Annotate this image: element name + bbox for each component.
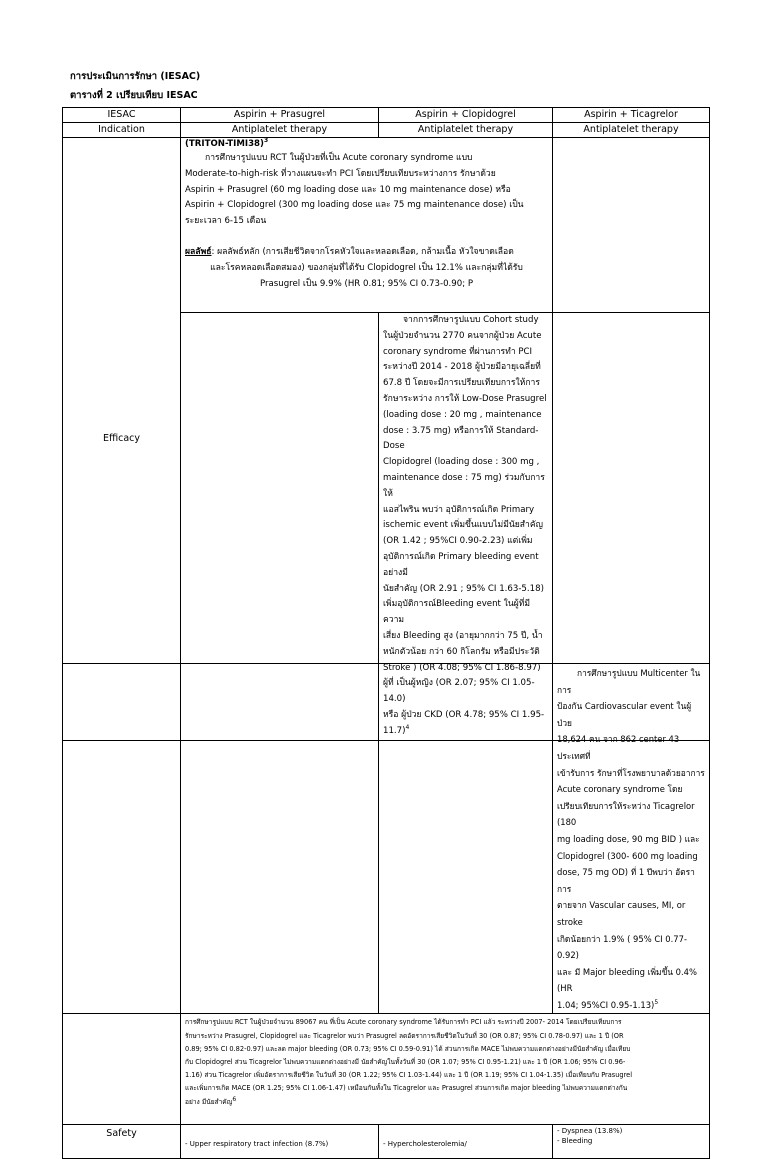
- safety-ticagrelor-cell: [553, 1125, 710, 1159]
- cohort-line: 67.8 ปี โดยจะมีการเปรียบเทียบการให้การรักษาระหว่าง การให้ Low-Dose Prasugrel: [383, 378, 547, 404]
- indication-clopidogrel: Antiplatelet therapy: [379, 123, 553, 138]
- plato-line: ตายจาก Vascular causes, MI, or stroke: [557, 900, 686, 927]
- safety-ticagrelor-item: - Bleeding: [557, 1137, 593, 1146]
- safety-clopidogrel-cell: - Hypercholesterolemia/: [379, 1125, 553, 1159]
- triton-title: (TRITON-TIMI38)$^3$: [185, 137, 269, 149]
- continued-prasugrel-cell: [181, 664, 379, 1014]
- rct-line: อย่าง มีนัยสำคัญ$^6$: [185, 1095, 237, 1106]
- rct-line: รักษาระหว่าง Prasugrel, Clopidogrel และ Ticagrelor พบว่า Prasugrel ลดอัตราการเสียชีวิตในวันที่ 30 (OR 0.87; 95% CI 0.78-0.97) และ 1 ปี (OR: [185, 1031, 624, 1040]
- rct-label-cell: [63, 1014, 181, 1125]
- triton-line: Moderate-to-high-risk ที่วางแผนจะทำ PCI โดยเปรียบเทียบระหว่างการ รักษาด้วย: [185, 168, 496, 179]
- plato-line: และ มี Major bleeding เพิ่มขึ้น 0.4% (HR: [557, 966, 697, 994]
- rct-line: กับ Clopidogrel ส่วน Ticagrelor ไม่พบความแตกต่างอย่างมี นัยสำคัญในทั้งวันที่ 30 (OR 1.07; 95% CI 0.95-1.21) และ 1 ปี (OR 1.06; 95% CI 0.96-: [185, 1058, 626, 1067]
- rct-study-cell: [181, 1014, 710, 1125]
- cohort-line: (OR 1.42 ; 95%CI 0.90-2.23) แต่เพิ่มอุบัติการณ์เกิด Primary bleeding event อย่างมี: [383, 536, 539, 578]
- indication-label: Indication: [63, 123, 181, 138]
- plato-line: การศึกษารูปแบบ Multicenter ในการ: [557, 668, 701, 695]
- safety-prasugrel-cell: - Upper respiratory tract infection (8.7%): [181, 1125, 379, 1159]
- column-header-iesac: IESAC: [63, 108, 181, 123]
- plato-line: เกิดน้อยกว่า 1.9% ( 95% CI 0.77-0.92): [557, 933, 687, 961]
- triton-line: Aspirin + Prasugrel (60 mg loading dose และ 10 mg maintenance dose) หรือ: [185, 184, 511, 195]
- iesac-table: [62, 107, 710, 741]
- page-title: การประเมินการรักษา (IESAC): [70, 71, 201, 82]
- safety-row: [63, 1125, 710, 1159]
- column-header-clopidogrel: Aspirin + Clopidogrel: [379, 108, 553, 123]
- cohort-line: Stroke ) (OR 4.08; 95% CI 1.86-8.97) ผู้ที่ เป็นผู้หญิง (OR 2.07; 95% CI 1.05-14.0): [383, 662, 541, 705]
- efficacy-label: Efficacy: [63, 138, 181, 741]
- cohort-line: coronary syndrome ที่ผ่านการทำ PCI ระหว่างปี 2014 - 2018 ผู้ป่วยมีอายุเฉลี่ยที่: [383, 346, 541, 373]
- rct-line: 1.16) ส่วน Ticagrelor เพิ่มอัตราการเสียชีวิต ในวันที่ 30 (OR 1.22; 95% CI 1.03-1.44) และ 1 ปี (OR 1.19; 95% CI 1.04-1.35) เมื่อเทียบกับ Prasugrel: [185, 1071, 633, 1080]
- cohort-line: นัยสำคัญ (OR 2.91 ; 95% CI 1.63-5.18) เพิ่มอุบัติการณ์Bleeding event ในผู้ที่มีความ: [383, 583, 544, 626]
- result-label: ผลลัพธ์: [185, 246, 212, 257]
- cohort-line: จากการศึกษารูปแบบ Cohort study ในผู้ป่วยจำนวน 2770 คนจากผู้ป่วย Acute: [383, 315, 542, 341]
- continued-clopidogrel-cell: [379, 664, 553, 1014]
- rct-line: 0.89; 95% CI 0.82-0.97) และลด major bleeding (OR 0.73; 95% CI 0.59-0.91) ได้ ส่วนการเกิด MACE ไม่พบความแตกต่างอย่างมีนัยสำคัญ เมื่อเทียบ: [185, 1044, 631, 1053]
- indication-row: [63, 123, 710, 138]
- safety-label: Safety: [63, 1125, 181, 1159]
- plato-line: dose, 75 mg OD) ที่ 1 ปีพบว่า อัตราการ: [557, 867, 695, 894]
- cohort-line: แอสไพริน พบว่า อุบัติการณ์เกิด Primary ischemic event เพิ่มขึ้นแบบไม่มีนัยสำคัญ: [383, 504, 543, 531]
- plato-line: mg loading dose, 90 mg BID ) และ: [557, 833, 700, 844]
- triton-line: Aspirin + Clopidogrel (300 mg loading dose และ 75 mg maintenance dose) เป็น: [185, 200, 524, 211]
- result-line: ผลลัพธ์: ผลลัพธ์หลัก (การเสียชีวิตจากโรคหัวใจและหลอดเลือด, กล้ามเนื้อ หัวใจขาดเลือด: [185, 246, 514, 257]
- column-header-ticagrelor: Aspirin + Ticagrelor: [553, 108, 710, 123]
- table-caption: ตารางที่ 2 เปรียบเทียบ IESAC: [70, 90, 198, 101]
- column-header-prasugrel: Aspirin + Prasugrel: [181, 108, 379, 123]
- triton-study-cell: [181, 138, 553, 313]
- plato-study-cell: [553, 664, 710, 1014]
- indication-prasugrel: Antiplatelet therapy: [181, 123, 379, 138]
- safety-ticagrelor-item: - Dyspnea (13.8%): [557, 1127, 623, 1136]
- rct-line: การศึกษารูปแบบ RCT ในผู้ป่วยจำนวน 89067 คน ที่เป็น Acute coronary syndrome ได้รับการทำ PCI แล้ว ระหว่างปี 2007- 2014 โดยเปรียบเทียบการ: [185, 1018, 622, 1027]
- plato-line: 18,624 คน จาก 862 center 43 ประเทศที่: [557, 734, 680, 761]
- efficacy-row-1: [63, 138, 710, 313]
- plato-line: เปรียบเทียบการให้ระหว่าง Ticagrelor (180: [557, 800, 695, 828]
- cohort-line: (loading dose : 20 mg , maintenance dose : 3.75 mg) หรือการให้ Standard-Dose: [383, 409, 542, 452]
- triton-ticagrelor-cell: [553, 138, 710, 313]
- indication-ticagrelor: Antiplatelet therapy: [553, 123, 710, 138]
- table-header-row: [63, 108, 710, 123]
- plato-line: ป้องกัน Cardiovascular event ในผู้ป่วย: [557, 701, 692, 728]
- cohort-line: เสี่ยง Bleeding สูง (อายุมากกว่า 75 ปี, น้ำหนักตัวน้อย กว่า 60 กิโลกรัม หรือมีประวัติ: [383, 630, 543, 657]
- rct-row: [63, 1014, 710, 1125]
- result-line: Prasugrel เป็น 9.9% (HR 0.81; 95% CI 0.73-0.90; P: [259, 278, 474, 289]
- plato-line: Clopidogrel (300- 600 mg loading: [557, 850, 698, 861]
- plato-line: เข้ารับการ รักษาที่โรงพยาบาลด้วยอาการ: [557, 767, 705, 778]
- triton-line: ระยะเวลา 6-15 เดือน: [185, 216, 267, 227]
- continued-efficacy-row: [63, 664, 710, 1014]
- continued-label-cell: [63, 664, 181, 1014]
- triton-line: การศึกษารูปแบบ RCT ในผู้ป่วยที่เป็น Acute coronary syndrome แบบ: [205, 153, 473, 163]
- plato-line: 1.04; 95%CI 0.95-1.13)$^5$: [557, 999, 659, 1010]
- cohort-line: Clopidogrel (loading dose : 300 mg , maintenance dose : 75 mg) ร่วมกับการให้: [383, 457, 545, 499]
- cohort-line: หรือ ผู้ป่วย CKD (OR 4.78; 95% CI 1.95-11.7)$^4$: [383, 709, 545, 736]
- plato-line: Acute coronary syndrome โดย: [557, 784, 683, 795]
- rct-line: และเพิ่มการเกิด MACE (OR 1.25; 95% CI 1.06-1.47) เหมือนกันทั้งใน Ticagrelor และ Prasugrel ส่วนการเกิด major bleeding ไม่พบความแตกต่างกัน: [185, 1084, 628, 1093]
- iesac-table-continued: [62, 663, 710, 1159]
- result-line: และโรคหลอดเลือดสมอง) ของกลุ่มที่ได้รับ Clopidogrel เป็น 12.1% และกลุ่มที่ได้รับ: [210, 262, 523, 273]
